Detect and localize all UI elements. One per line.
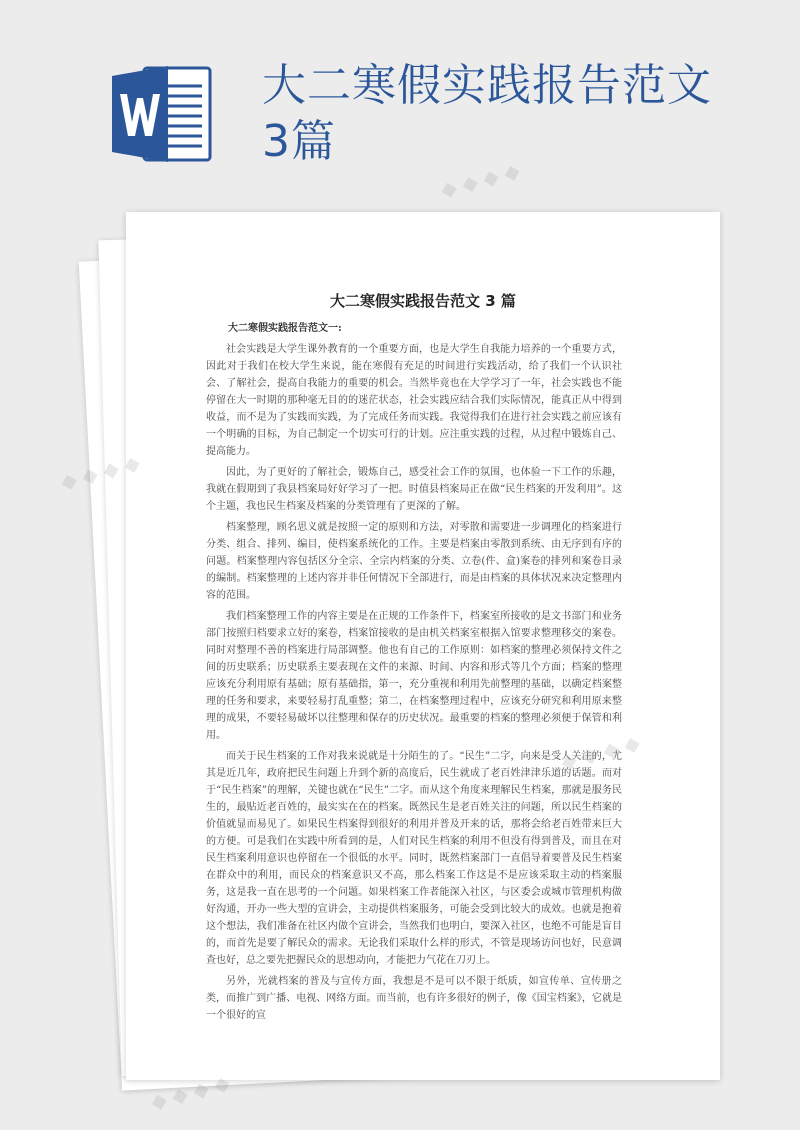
watermark: ◆ ◆ ◆ ◆	[438, 157, 523, 203]
section-heading: 大二寒假实践报告范文一:	[228, 323, 342, 334]
page-title	[262, 58, 762, 170]
document-body	[206, 320, 622, 1028]
paragraph: 我们档案整理工作的内容主要是在正规的工作条件下，档案室所接收的是文书部门和业务部门按照归档要求立好的案卷，档案馆接收的是由机关档案室根据入馆要求整理移交的案卷。同时对整理不善的档案进行局部调整。他也有自己的工作原则：如档案的整理必须保持文件之间的历史联系；历史联系主要表现在文件的来源、时间、内容和形式等几个方面；档案的整理应该充分利用原有基础；原有基础指，第一，充分重视和利用先前整理的基础，以确定档案整理的任务和要求，来要轻易打乱重整；第二，在档案整理过程中，应该充分研究和利用原来整理的成果，不要轻易破坏以往整理和保存的历史状况。最重要的档案的整理必须便于保管和利用。	[206, 611, 622, 741]
paragraph: 因此，为了更好的了解社会，锻炼自己，感受社会工作的氛围，也体验一下工作的乐趣，我就在假期到了我县档案局好好学习了一把。时值县档案局正在做“民生档案的开发利用”。这个主题，我也民生档案及档案的分类管理有了更深的了解。	[206, 467, 622, 512]
paragraph: 社会实践是大学生课外教育的一个重要方面，也是大学生自我能力培养的一个重要方式，因此对于我们在校大学生来说，能在寒假有充足的时间进行实践活动，给了我们一个认识社会、了解社会，提高自我能力的重要的机会。当然毕竟也在大学学习了一年，社会实践也不能停留在大一时期的那种毫无目的的迷茫状态，社会实践应结合我们实际情况，能真正从中得到收益，而不是为了实践而实践，为了完成任务而实践。我觉得我们在进行社会实践之前应该有一个明确的目标，为自己制定一个切实可行的计划。应注重实践的过程，从过程中锻炼自己、提高能力。	[206, 344, 622, 457]
document-page	[126, 212, 720, 1080]
paragraph: 另外，光就档案的普及与宣传方面，我想是不是可以不限于纸质，如宣传单、宣传册之类，而推广到广播、电视、网络方面。而当前，也有许多很好的例子，像《国宝档案》，它就是一个很好的宣	[206, 976, 622, 1021]
paragraph: 而关于民生档案的工作对我来说就是十分陌生的了。“民生”二字，向来是受人关注的，尤其是近几年，政府把民生问题上升到个新的高度后，民生就成了老百姓津津乐道的话题。而对于“民生档案”的理解，关键也就在“民生”二字。而从这个角度来理解民生档案，那就是服务民生的，最贴近老百姓的，最实实在在的档案。既然民生是老百姓关注的问题，所以民生档案的价值就显而易见了。如果民生档案得到很好的利用并普及开来的话，那将会给老百姓带来巨大的方便。可是我们在实践中所看到的是，人们对民生档案的利用不但没有得到普及，而且在对民生档案利用意识也停留在一个很低的水平。同时，既然档案部门一直倡导着要普及民生档案在群众中的利用，而民众的档案意识又不高，那么档案工作这是不是应该采取主动的档案服务，这是我一直在思考的一个问题。如果档案工作者能深入社区，与区委会或城市管理机构做好沟通，开办一些大型的宣讲会，主动提供档案服务，可能会受到比较大的成效。也就是抱着这个想法，我们准备在社区内做个宣讲会，当然我们也明白，要深入社区，也绝不可能是盲目的，而首先是要了解民众的需求。无论我们采取什么样的形式，不管是现场访问也好，民意调查也好，总之要先把握民众的思想动向，才能把力气花在刀刃上。	[206, 751, 622, 966]
watermark: ◆ ◆ ◆ ◆	[148, 1069, 233, 1115]
page-title-line-2: 3篇	[262, 116, 336, 167]
page-title-line-1: 大二寒假实践报告范文	[262, 60, 712, 111]
document-title: 大二寒假实践报告范文 3 篇	[330, 292, 516, 310]
paragraph: 档案整理，顾名思义就是按照一定的原则和方法，对零散和需要进一步调理化的档案进行分类、组合、排列、编目，使档案系统化的工作。主要是档案由零散到系统、由无序到有序的问题。档案整理内容包括区分全宗、全宗内档案的分类、立卷(件、盒)案卷的排列和案卷目录的编制。档案整理的上述内容并非任何情况下全部进行，而是由档案的具体状况来决定整理内容的范围。	[206, 522, 622, 601]
word-icon	[110, 64, 214, 164]
watermark: ◆	[58, 466, 80, 495]
